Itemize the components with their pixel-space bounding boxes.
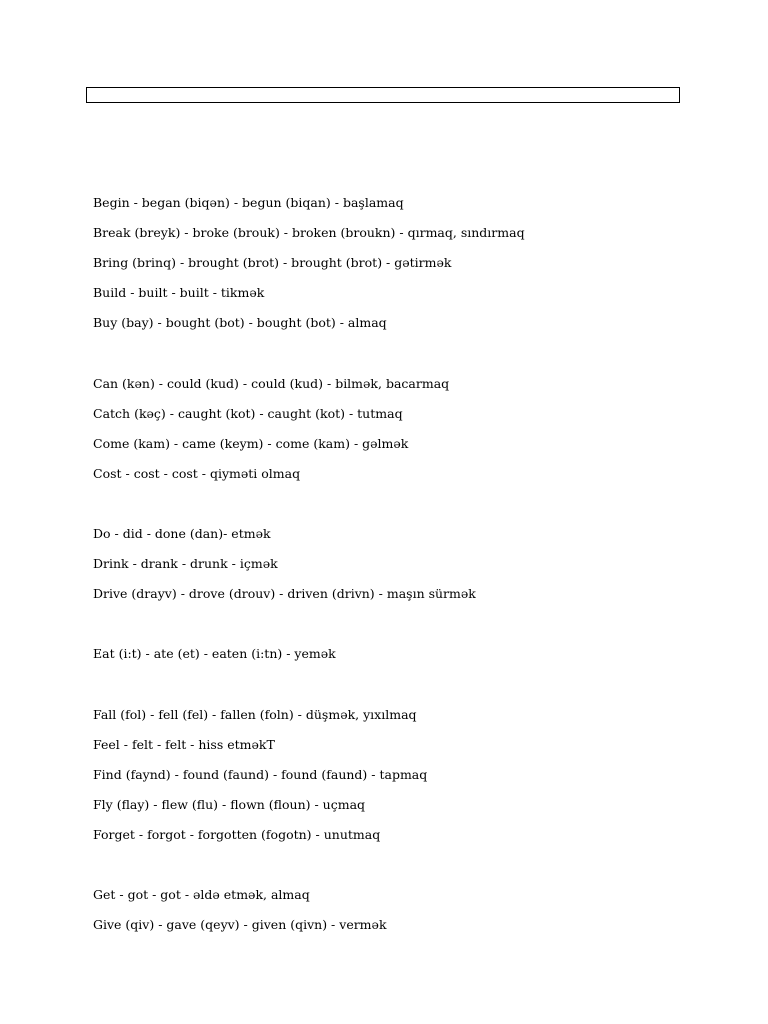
verb-line: Fall (fol) - fell (fel) - fallen (foln) - düşmək, yıxılmaq [93, 706, 417, 722]
verb-line: Drive (drayv) - drove (drouv) - driven (drivn) - maşın sürmək [93, 586, 476, 602]
verb-line: Can (kən) - could (kud) - could (kud) - bilmək, bacarmaq [93, 375, 450, 391]
verb-line: Get - got - got - əldə etmək, almaq [93, 887, 310, 903]
verb-line: Come (kam) - came (keym) - come (kam) - gəlmək [93, 435, 409, 451]
verb-line: Eat (i:t) - ate (et) - eaten (i:tn) - yemək [93, 646, 336, 662]
verb-line: Fly (flay) - flew (flu) - flown (floun) - uçmaq [93, 796, 366, 812]
header-box [86, 87, 680, 103]
verb-line: Bring (brinq) - brought (brot) - brought (brot) - gətirmək [93, 255, 452, 271]
verb-line: Begin - began (biqən) - begun (biqan) - başlamaq [93, 195, 404, 210]
verb-line: Find (faynd) - found (faund) - found (faund) - tapmaq [93, 766, 428, 782]
verb-line: Build - built - built - tikmək [93, 285, 265, 301]
verb-line: Break (breyk) - broke (brouk) - broken (broukn) - qırmaq, sındırmaq [93, 225, 525, 241]
verb-line: Cost - cost - cost - qiyməti olmaq [93, 465, 301, 481]
verb-line: Forget - forgot - forgotten (fogotn) - unutmaq [93, 826, 381, 842]
verb-line: Give (qiv) - gave (qeyv) - given (qivn) - vermək [93, 917, 387, 933]
verb-line: Drink - drank - drunk - içmək [93, 556, 278, 572]
verb-line: Buy (bay) - bought (bot) - bought (bot) - almaq [93, 315, 387, 331]
verb-line: Catch (kəç) - caught (kot) - caught (kot) - tutmaq [93, 405, 403, 421]
verb-line: Feel - felt - felt - hiss etməkT [93, 736, 275, 752]
verb-line: Do - did - done (dan)- etmək [93, 526, 271, 542]
verb-list [93, 193, 733, 945]
